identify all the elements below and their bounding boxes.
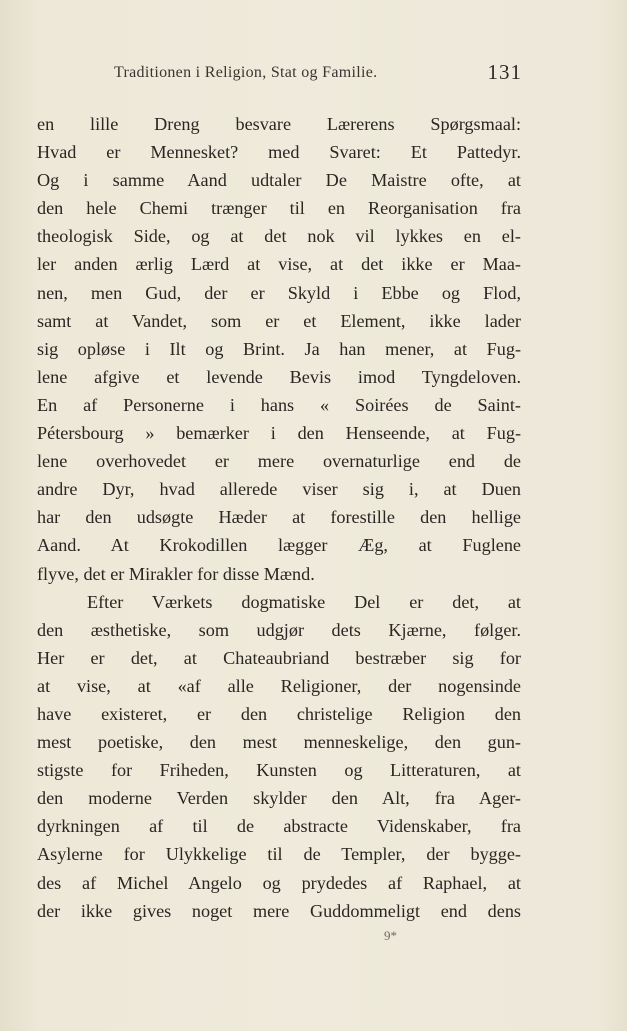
text-line: Asylerne for Ulykkelige til de Templer, der bygge-: [37, 844, 521, 865]
text-line: theologisk Side, og at det nok vil lykkes en el-: [37, 226, 521, 247]
text-line: der ikke gives noget mere Guddommeligt end dens: [37, 900, 521, 921]
text-line: Og i samme Aand udtaler De Maistre ofte, at: [37, 170, 521, 191]
text-line: Efter Værkets dogmatiske Del er det, at: [87, 591, 521, 612]
signature-mark: 9*: [384, 928, 397, 943]
text-line: En af Personerne i hans « Soirées de Saint-: [37, 394, 521, 415]
page-header: [38, 58, 522, 88]
running-title: Traditionen i Religion, Stat og Familie.: [114, 64, 378, 81]
text-line: nen, men Gud, der er Skyld i Ebbe og Flod,: [37, 282, 521, 303]
text-line: den hele Chemi trænger til en Reorganisation fra: [37, 198, 521, 219]
text-line: lene overhovedet er mere overnaturlige end de: [37, 451, 521, 472]
text-line: ler anden ærlig Lærd at vise, at det ikke er Maa-: [37, 254, 521, 275]
text-line: have existeret, er den christelige Religion den: [37, 703, 521, 724]
text-line: dyrkningen af til de abstracte Videnskaber, fra: [37, 816, 521, 837]
text-line: Hvad er Mennesket? med Svaret: Et Pattedyr.: [37, 142, 521, 163]
text-line: at vise, at «af alle Religioner, der nogensinde: [37, 675, 521, 696]
text-line: den moderne Verden skylder den Alt, fra Ager-: [37, 788, 521, 809]
text-line: des af Michel Angelo og prydedes af Raphael, at: [37, 872, 521, 893]
text-line: andre Dyr, hvad allerede viser sig i, at Duen: [37, 479, 521, 500]
text-line: sig opløse i Ilt og Brint. Ja han mener, at Fug-: [37, 338, 521, 359]
text-line: den æsthetiske, som udgjør dets Kjærne, følger.: [37, 619, 521, 640]
text-line: stigste for Friheden, Kunsten og Litteraturen, at: [37, 760, 521, 781]
page-number: 131: [487, 60, 522, 84]
text-line: samt at Vandet, som er et Element, ikke lader: [37, 310, 521, 331]
text-line: en lille Dreng besvare Lærerens Spørgsmaal:: [37, 114, 521, 134]
text-line: har den udsøgte Hæder at forestille den hellige: [37, 507, 521, 528]
text-line: lene afgive et levende Bevis imod Tyngdeloven.: [37, 366, 521, 387]
text-line: mest poetiske, den mest menneskelige, den gun-: [37, 732, 521, 753]
text-line: Pétersbourg » bemærker i den Henseende, at Fug-: [37, 423, 521, 444]
text-line: flyve, det er Mirakler for disse Mænd.: [37, 563, 315, 584]
text-line: Aand. At Krokodillen lægger Æg, at Fuglene: [37, 535, 521, 556]
body-text: [37, 110, 521, 925]
text-line: Her er det, at Chateaubriand bestræber sig for: [37, 647, 521, 668]
